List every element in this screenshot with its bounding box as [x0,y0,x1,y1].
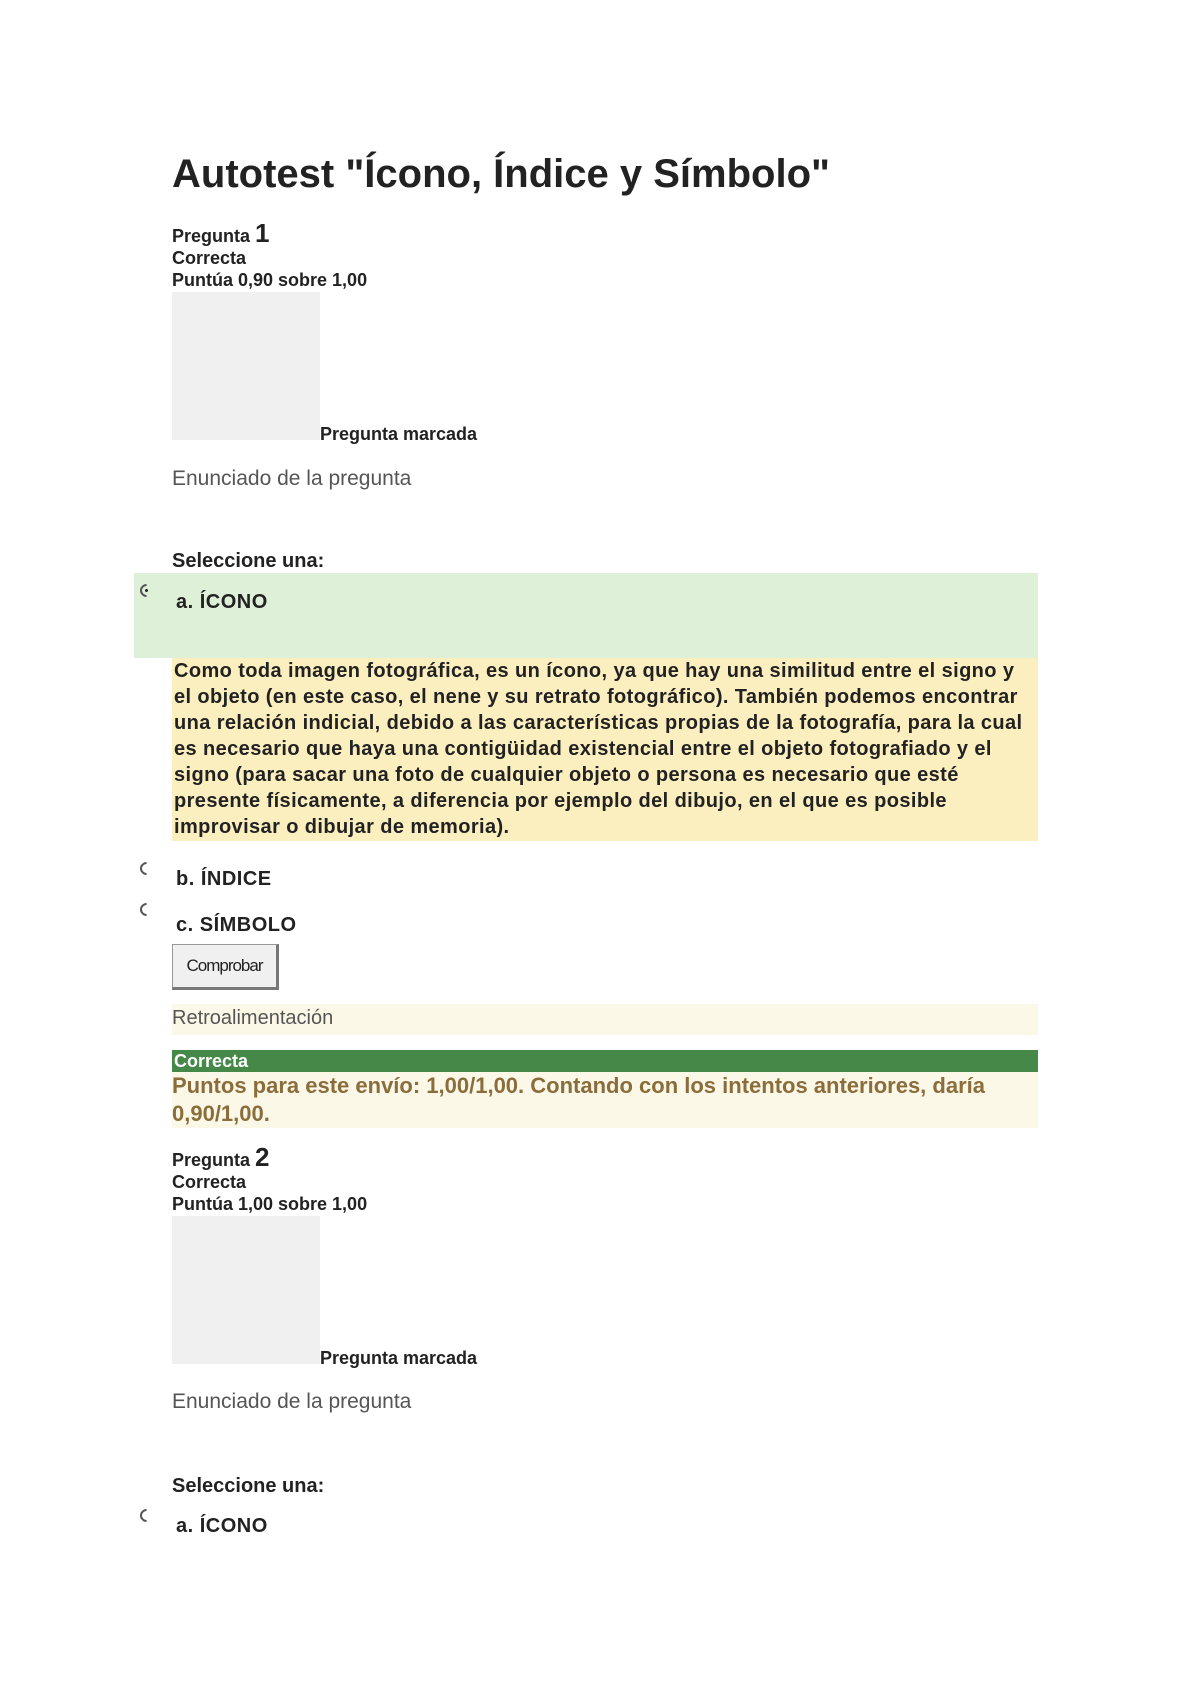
select-one-label: Seleccione una: [172,550,325,572]
feedback-header-bg [172,1004,1038,1035]
correct-answer-highlight [134,573,1038,658]
question-1-header [172,218,368,291]
question-2-header [172,1142,368,1215]
question-number [172,218,367,248]
status-badge: Correcta [172,1050,1038,1072]
question-prompt: Enunciado de la pregunta [172,1390,412,1413]
page-title: Autotest "Ícono, Índice y Símbolo" [172,152,830,196]
question-grade: Puntúa 0,90 sobre 1,00 [172,270,368,290]
flag-icon[interactable] [172,1216,320,1364]
option-a-radio[interactable] [137,1506,155,1524]
grade-feedback-bg [172,1072,1038,1128]
question-state: Correcta [172,1172,247,1192]
option-c-label[interactable]: c. SÍMBOLO [176,914,297,936]
check-button[interactable]: Comprobar [172,944,279,990]
option-c-radio[interactable] [137,900,155,918]
question-prompt: Enunciado de la pregunta [172,467,412,490]
question-number-value: 1 [255,218,270,248]
question-label: Pregunta [172,226,251,246]
question-grade: Puntúa 1,00 sobre 1,00 [172,1194,368,1214]
question-number [172,1142,367,1172]
feedback-title: Retroalimentación [172,1007,334,1029]
grade-feedback: Puntos para este envío: 1,00/1,00. Contando con los intentos anteriores, daría 0,90/1,00. [172,1073,985,1126]
question-number-value: 2 [255,1142,270,1172]
flag-question-label[interactable]: Pregunta marcada [320,424,478,444]
option-b-radio[interactable] [137,859,155,877]
specific-feedback: Como toda imagen fotográfica, es un ícono, ya que hay una similitud entre el signo y el objeto (en este caso, el nene y su retrato fotográfico). También podemos encontrar una relación indicial, debido a las características propias de la fotografía, para la cual es necesario que haya una contigüidad existencial entre el objeto fotografiado y el signo (para sacar una foto de cualquier objeto o persona es necesario que esté presente físicamente, a diferencia por ejemplo del dibujo, en el que es posible improvisar o dibujar de memoria). [172,658,1038,841]
option-b-label[interactable]: b. ÍNDICE [176,868,272,890]
option-a-label[interactable]: a. ÍCONO [176,591,268,613]
flag-question-label[interactable]: Pregunta marcada [320,1348,478,1368]
question-label: Pregunta [172,1150,251,1170]
question-state: Correcta [172,248,247,268]
option-a-label[interactable]: a. ÍCONO [176,1515,268,1537]
flag-icon[interactable] [172,292,320,440]
select-one-label: Seleccione una: [172,1475,325,1497]
